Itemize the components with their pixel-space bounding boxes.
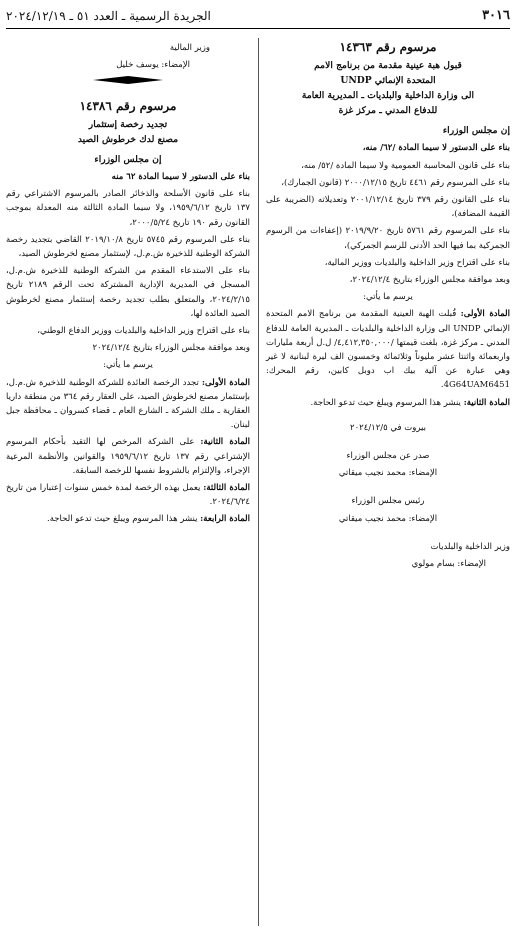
- article-label: المادة الرابعة:: [200, 514, 250, 525]
- article: [6, 376, 250, 433]
- signature: الإمضاء: يوسف خليل: [116, 60, 190, 71]
- recital: بناء على المرسوم رقم ٥٧٤٥ تاريخ ٢٠١٩/١٠/٨ القاضي بتجديد رخصة الشركة الوطنية للذخيرة ش.م.ل، لإستثمار مصنع لخرطوش الصيد،: [6, 234, 250, 260]
- signature: الإمضاء: محمد نجيب ميقاتي: [338, 468, 438, 479]
- running-title: الجريدة الرسمية ـ العدد ٥١ ـ ٢٠٢٤/١٢/١٩: [6, 9, 211, 23]
- left-column: [6, 38, 250, 530]
- ornament-divider: [6, 75, 250, 90]
- decree-title: مرسوم رقم ١٤٣٦٣: [339, 40, 437, 54]
- article-text: على الشركة المرخص لها التقيد بأحكام المرسوم الإشتراعي رقم ١٣٧ تاريخ ١٩٥٩/٦/١٢ والقوانين والأنظمة المرعية الإجراء، والإلتزام بالشروط نفسها للرخصة السابقة.: [6, 437, 250, 476]
- article: [6, 435, 250, 478]
- recital: بناء على قانون المحاسبة العمومية ولا سيما المادة /٥٢/ منه،: [301, 160, 510, 171]
- finance-minister-title: وزير المالية: [169, 43, 210, 53]
- constitution-line: بناء على الدستور لا سيما المادة /٦٢/ منه،: [362, 143, 510, 154]
- constitution-line: بناء على الدستور لا سيما المادة ٦٢ منه: [111, 172, 250, 183]
- article-label: المادة الثانية:: [463, 397, 510, 408]
- pm-title: رئيس مجلس الوزراء: [351, 496, 425, 507]
- decree-subject-line: قبول هبة عينية مقدمة من برنامج الامم: [314, 60, 462, 72]
- signature: الإمضاء: محمد نجيب ميقاتي: [338, 513, 438, 524]
- place-date: بيروت في ٢٠٢٤/١٢/٥: [350, 422, 426, 433]
- decrees-heading: يرسم ما يأتي:: [103, 360, 153, 371]
- page-number: ٣٠١٦: [482, 8, 510, 23]
- decree-subject-line: المتحدة الإنمائي UNDP: [340, 75, 436, 87]
- article: [266, 307, 510, 392]
- article-label: المادة الأولى:: [460, 309, 511, 320]
- decree-subject-line: للدفاع المدني ـ مركز غزة: [338, 105, 438, 117]
- recital: بناء على المرسوم رقم ٤٤٦١ تاريخ ٢٠٠٠/١٢/١٥ (قانون الجمارك)،: [281, 177, 510, 188]
- article-text: تجدد الرخصة العائدة للشركة الوطنية للذخيرة ش.م.ل، بإستثمار مصنع لخرطوش الصيد، على العقار رقم ٣٦٤ من منطقة داريا العقارية ـ ملك الشركة ـ الشارع العام ـ قضاء كسروان ـ محافظة جبل لبنان.: [6, 377, 250, 431]
- issued-by: صدر عن مجلس الوزراء: [346, 451, 430, 462]
- recital: وبعد موافقة مجلس الوزراء بتاريخ ٢٠٢٤/١٢/٤،: [349, 275, 510, 286]
- recital: بناء على اقتراح وزير الداخلية والبلديات ووزير الدفاع الوطني،: [37, 326, 250, 337]
- decrees-heading: يرسم ما يأتي:: [363, 292, 413, 303]
- article-text: ينشر هذا المرسوم ويبلغ حيث تدعو الحاجة.: [47, 514, 198, 525]
- interior-minister-title: وزير الداخلية والبلديات: [430, 541, 510, 552]
- recital: بناء على اقتراح وزير الداخلية والبلديات ووزير المالية،: [324, 257, 510, 268]
- article: [6, 481, 250, 509]
- decree-subject-line: تجديد رخصة إستثمار: [88, 118, 168, 130]
- article: [6, 512, 250, 526]
- decree-title: مرسوم رقم ١٤٣٨٦: [79, 98, 177, 113]
- recital: بناء على القانون رقم ٣٧٩ تاريخ ٢٠٠١/١٢/١٤ وتعديلاته (الضريبة على القيمة المضافة)،: [266, 195, 510, 220]
- council-heading: إن مجلس الوزراء: [94, 153, 162, 165]
- right-column: [266, 38, 510, 574]
- article-text: قُبلت الهبة العينية المقدمة من برنامج الامم المتحدة الإنمائي UNDP الى وزارة الداخلية والبلديات ـ المديرية العامة للدفاع المدني ـ مركز غزة، بلغت قيمتها /٤,٤١٢,٣٥٠,٠٠٠/ ل.ل أربعة مليارات واربعمائة واثنتا عشر مليوناً وثلاثمائة وخمسون الف ليرة لبنانية لا غير وهي عبارة عن آلية بيك اب دوبل كابين، رقم المحرك: 4G64UAM6451.: [266, 309, 510, 391]
- decree-subject-line: الى وزارة الداخلية والبلديات ـ المديرية العامة: [301, 90, 475, 102]
- recital: بناء على الاستدعاء المقدم من الشركة الوطنية للذخيرة ش.م.ل، المسجل في المديرية الإدارية المشتركة تحت الرقم ٢١٨٩ تاريخ ٢٠٢٤/٢/١٥، والمتعلق بطلب تجديد رخصة إستثمار مصنع لخرطوش الصيد العائدة لها،: [6, 266, 250, 319]
- recital: بناء على المرسوم رقم ٥٧٦١ تاريخ ٢٠١٩/٩/٢٠ (إعفاءات من الرسوم الجمركية بما فيها الحد الأدنى للرسم الجمركي)،: [266, 226, 510, 251]
- article-text: ينشر هذا المرسوم ويبلغ حيث تدعو الحاجة.: [310, 397, 461, 408]
- article-label: المادة الثالثة:: [203, 483, 251, 494]
- signature: الإمضاء: بسام مولوي: [411, 559, 486, 570]
- page-header: [6, 6, 510, 29]
- article-text: يعمل بهذه الرخصة لمدة خمس سنوات إعتبارا من تاريخ ٢٠٢٤/٦/٢٤.: [6, 483, 250, 508]
- council-heading: إن مجلس الوزراء: [442, 125, 510, 137]
- decree-subject-line: مصنع لدك خرطوش الصيد: [77, 133, 179, 145]
- recital: وبعد موافقة مجلس الوزراء بتاريخ ٢٠٢٤/١٢/٤: [92, 343, 250, 354]
- article-label: المادة الثانية:: [200, 437, 251, 448]
- column-divider: [258, 38, 259, 926]
- article: [266, 396, 510, 410]
- article-label: المادة الأولى:: [201, 377, 250, 388]
- recital: بناء على قانون الأسلحة والذخائر الصادر بالمرسوم الاشتراعي رقم ١٣٧ تاريخ ١٩٥٩/٦/١٢، ولا سيما المادة الثالثة منه المعدلة بموجب القانون رقم ١٩٠ تاريخ ٢٠٠٠/٥/٢٤،: [6, 189, 250, 228]
